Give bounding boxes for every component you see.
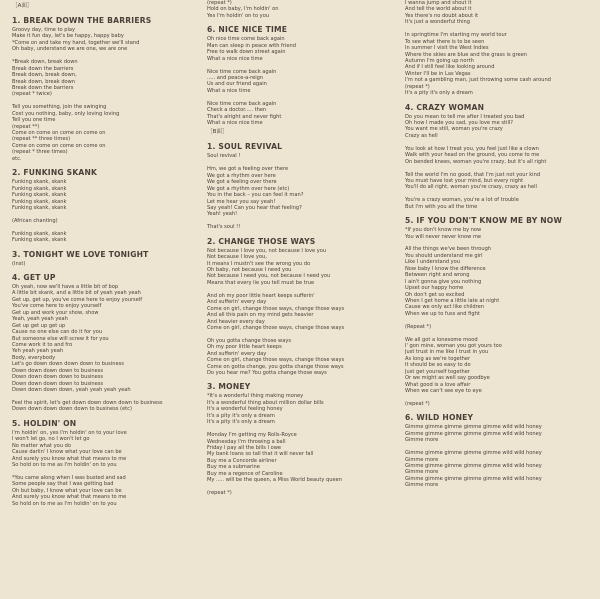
lyric-line: Get up and work your show, show — [12, 309, 99, 316]
lyric-line: Man can sleep in peace with friend — [207, 42, 296, 49]
lyric-line: We got a rhythm over here — [207, 172, 276, 179]
lyric-line: When we can't see eye to eye — [405, 388, 482, 395]
lyric-line: Oh but baby, I know what your love can be — [12, 487, 122, 494]
lyric-line: I wanna jump and shout it — [405, 0, 472, 6]
lyric-line: It's a pity it's only a dream — [207, 412, 275, 419]
lyric-line: Oh baby, not because I need you — [207, 267, 292, 273]
lyric-line: Tell you something, join the swinging — [12, 104, 107, 111]
lyric-line: You in the back – you can feel it man? — [207, 192, 304, 199]
lyric-line: But someone else will screw it for you — [12, 335, 109, 342]
lyric-line: Or we might as well say goodbye — [405, 375, 490, 382]
lyric-line: Oh don't get so excited — [405, 291, 465, 298]
lyric-line: On bended knees, woman you're crazy, but it's all right — [405, 158, 547, 165]
lyric-line: And sufferin' every day — [207, 299, 267, 306]
lyric-line: (repeat ** three times) — [12, 136, 71, 143]
lyric-line: I won't let go, no I won't let go — [12, 436, 90, 443]
lyric-line: *Break down, break down — [12, 59, 78, 66]
lyric-line: Tell you one time — [12, 117, 56, 124]
lyric-line: You will never never know me — [405, 233, 482, 240]
lyric-line: (repeat *) — [207, 490, 232, 496]
lyric-line: Winter I'll be in Las Vegas — [405, 70, 471, 77]
lyric-line: Wednesday I'm throwing a ball — [207, 438, 286, 445]
lyric-line: Nice time come back again — [207, 68, 277, 75]
lyric-line: We got a feeling over there — [207, 179, 277, 186]
lyric-line: (repeat *) — [207, 0, 232, 6]
lyric-line: Let's go down down down down to business — [12, 361, 124, 368]
lyric-line: And oh my poor little heart keeps sufferin' — [207, 292, 315, 299]
lyric-line: Come work it to and fro — [12, 341, 73, 348]
lyric-line: You've come here to enjoy yourself — [12, 303, 102, 310]
lyric-line: Yeah! yeah! — [207, 211, 238, 218]
lyric-line: So hold on to me as I'm holdin' on to you — [12, 500, 117, 507]
lyric-line: *You came along when I was busted and sad — [12, 474, 126, 481]
lyric-line: Yes there's no doubt about it — [405, 12, 479, 19]
lyric-line: When we up to fuss and fight — [405, 310, 480, 317]
lyric-line: Yeah, yeah yeah yeah — [12, 316, 68, 323]
lyric-line: What a nice nice time — [207, 120, 263, 126]
lyric-line: All the things we've been through — [405, 246, 492, 253]
lyric-line: It's a pity it's only a dream — [207, 419, 275, 426]
lyrics-column-1 — [12, 0, 208, 507]
lyric-line: Gimme more — [405, 437, 439, 444]
song-title: 1. BREAK DOWN THE BARRIERS — [12, 16, 152, 25]
lyric-line: Do you hear me? You gotta change those ways — [207, 370, 327, 376]
lyric-line: And surely you know what that means to me — [12, 494, 127, 501]
lyric-line: Tell the world I'm no good, that I'm just not your kind — [405, 171, 541, 178]
lyric-line: And all this pain on my mind gets heavier — [207, 312, 314, 319]
lyric-line: (repeat * three times) — [12, 149, 68, 156]
lyric-line: And if I still feel like looking around — [405, 64, 495, 71]
lyric-line: Gimme gimme gimme gimme gimme wild wild honey — [405, 430, 542, 437]
lyric-line: In springtime I'm starting my world tour — [405, 32, 507, 39]
lyric-line: Funking skank, skank — [12, 237, 67, 244]
lyric-line: I'm holdin' on, yes I'm holdin' on to your love — [12, 429, 127, 436]
lyric-line: And surely you know what that means to me — [12, 455, 127, 462]
lyric-line: Gimme gimme gimme gimme gimme wild wild honey — [405, 424, 542, 431]
lyric-line: Funking skank, skank — [12, 192, 67, 199]
lyric-line: Oh nice time come back again — [207, 36, 285, 43]
lyric-line: Now baby I know the difference — [405, 265, 486, 272]
lyric-line: Free to walk down street again — [207, 49, 286, 56]
lyric-line: My ..... will be the queen, a Miss World beauty queen — [207, 477, 342, 484]
lyric-line: Feel the spirit, let's get down down down down to business — [12, 399, 163, 406]
lyric-line: Cause no one else can do it for you — [12, 329, 103, 336]
lyric-line: Not because I need you, not because I need you — [207, 273, 331, 280]
lyric-line: Get up, get up, you've come here to enjoy yourself — [12, 296, 143, 303]
lyric-line: Cause darlin' I know what your love can be — [12, 449, 122, 456]
lyric-line: Not because I love you, — [207, 254, 267, 261]
lyric-line: Down down down down to business — [12, 374, 104, 381]
lyrics-column-2 — [207, 0, 403, 496]
lyric-line: Where the skies are blue and the grass is green — [405, 51, 527, 58]
lyric-line: Groovy day, time to play — [12, 27, 76, 33]
song-title: 3. TONIGHT WE LOVE TONIGHT — [12, 249, 149, 259]
lyric-line: Come on come on come on come on — [12, 142, 106, 149]
lyric-line: Break down the barriers — [12, 65, 74, 72]
lyric-line: You look at how I treat you, you feel just like a clown — [405, 145, 539, 152]
lyric-line: Hm, we got a feeling over there — [207, 166, 289, 173]
song-title: 6. WILD HONEY — [405, 413, 474, 423]
lyric-line: (Inst) — [12, 260, 26, 267]
lyric-line: Funking skank, skank — [12, 179, 67, 186]
lyric-line: Cost you nothing, baby, only loving loving — [12, 110, 120, 117]
lyric-line: Funking skank, skank — [12, 198, 67, 205]
lyric-line: When I get home a little late at night — [405, 297, 500, 304]
lyric-line: *It's a wonderful thing making money — [207, 393, 304, 400]
song-title: 4. GET UP — [12, 273, 56, 282]
lyric-line: *If you don't know me by now — [405, 227, 482, 234]
lyric-line: Come on girl, change those ways, change those ways — [207, 324, 345, 331]
lyric-line: You're a crazy woman, you're a lot of trouble — [405, 197, 519, 204]
lyric-line: It should be so easy to do — [405, 362, 471, 369]
lyric-line: I'm not a gambling man, just throwing some cash around — [405, 77, 551, 84]
lyric-line: (repeat **) — [12, 123, 40, 130]
lyric-line: Break down, break down, — [12, 72, 77, 79]
song-title: 2. CHANGE THOSE WAYS — [207, 236, 316, 246]
lyric-line: Just get yourself together — [405, 368, 470, 375]
lyric-line: Funking skank, skank — [12, 204, 67, 211]
lyric-line: Gimme more — [405, 456, 439, 463]
lyric-line: Walk with your head on the ground, you come to me — [405, 152, 540, 159]
lyric-line: As long as we're together — [405, 355, 471, 362]
lyric-line: Gimme gimme gimme gimme gimme wild wild honey — [405, 475, 542, 482]
lyric-line: Autumn I'm going up north — [405, 57, 474, 64]
lyrics-column-3 — [405, 0, 600, 489]
lyric-line: Funking skank, skank — [12, 185, 67, 192]
lyric-line: Nice time come back again — [207, 100, 277, 107]
lyric-line: ..... and peace-a-reign — [207, 74, 264, 81]
lyric-line: Buy me a regence of Caroline — [207, 470, 283, 477]
lyric-line: Break down the barriers — [12, 84, 74, 91]
lyric-line: Yeh yeah yeah yeah — [12, 348, 64, 355]
song-title: 3. MONEY — [207, 382, 251, 392]
lyric-line: Not because I love you, not because I love you — [207, 247, 327, 254]
lyric-line: You should understand me girl — [405, 252, 483, 259]
lyric-line: Say yeah! Can you hear that feeling? — [207, 204, 302, 211]
lyric-line: (repeat * twice) — [12, 91, 52, 98]
song-title: 1. SOUL REVIVAL — [207, 142, 283, 152]
lyric-line: Oh my poor little heart keeps — [207, 344, 282, 351]
side-label: ［B面］ — [207, 129, 228, 136]
lyric-line: Come on girl, change those ways, change those ways — [207, 357, 345, 364]
lyric-line: Us and our friend again — [207, 81, 267, 88]
lyric-line: What good is a love affair — [405, 381, 471, 388]
lyric-line: Oh you gotta change those ways — [207, 337, 291, 344]
lyric-line: Do you mean to tell me after I treated you bad — [405, 113, 525, 120]
lyric-line: That's alright and never fight — [207, 113, 282, 120]
lyric-line: In summer I visit the West Indies — [405, 45, 489, 52]
song-title: 4. CRAZY WOMAN — [405, 102, 485, 112]
lyric-line: Funking skank, skank — [12, 230, 67, 237]
lyric-line: Gimme more — [405, 482, 439, 489]
lyric-line: Buy me a submarine — [207, 464, 260, 471]
lyric-line: Soul revival ! — [207, 153, 241, 160]
lyric-line: Just trust in me like I trust in you — [405, 349, 489, 356]
lyric-line: But I'm with you all the time — [405, 203, 478, 210]
song-title: 5. IF YOU DON'T KNOW ME BY NOW — [405, 216, 563, 226]
lyric-line: You want me still, woman you're crazy — [405, 126, 503, 133]
lyric-line: We all got a lonesome mood — [405, 336, 478, 343]
lyric-line: Come on gotta change, you gotta change those ways — [207, 363, 344, 370]
lyric-line: It means I mustn't see the wrong you do — [207, 260, 311, 267]
lyric-line: Let me hear you say yeah! — [207, 198, 276, 205]
lyric-line: To see what there is to be seen — [405, 38, 485, 45]
lyric-line: Between right and wrong — [405, 272, 470, 279]
lyric-line: So hold on to me as I'm holdin' on to you — [12, 461, 117, 468]
lyric-line: Cause we only act like children — [405, 304, 484, 311]
lyric-line: Oh how I made you sad, you love me still? — [405, 120, 513, 126]
lyric-line: I' gon mine, woman you got yours too — [405, 343, 502, 349]
lyric-line: (Repeat *) — [405, 323, 432, 330]
lyric-line: We got a rhythm over here (etc) — [207, 185, 290, 192]
song-title: 2. FUNKING SKANK — [12, 168, 98, 178]
lyric-line: *Come on and take my hand, together we'll stand — [12, 39, 140, 46]
lyric-line: You must have lost your mind, but every night — [405, 177, 524, 184]
lyric-line: My bank loans so tall that it will never fall — [207, 451, 314, 458]
lyric-line: That's soul !! — [207, 224, 241, 231]
lyric-line: Monday I'm getting my Rolls-Royce — [207, 432, 297, 439]
lyric-line: Like I understand you — [405, 259, 461, 266]
lyric-line: (repeat *) — [405, 83, 430, 90]
lyric-line: Oh yeah, now we'll have a little bit of bop — [12, 284, 119, 290]
lyric-line: Oh baby, understand we are one, we are one — [12, 46, 128, 53]
lyric-line: Upset our happy home — [405, 285, 464, 292]
lyric-line: Down down down down, yeah yeah yeah yeah — [12, 387, 131, 393]
lyric-line: (African chanting) — [12, 217, 58, 224]
lyric-line: What a nice time — [207, 87, 251, 94]
lyric-line: Get up get up get up — [12, 322, 66, 329]
lyric-line: And tell the world about it — [405, 6, 472, 13]
lyric-line: Some people say that I was getting bad — [12, 481, 114, 488]
song-title: 6. NICE NICE TIME — [207, 25, 288, 35]
lyric-line: (repeat *) — [405, 400, 430, 407]
lyric-line: Down down down down to business — [12, 367, 104, 374]
lyric-line: Buy me a Concorde airliner — [207, 457, 277, 464]
lyric-line: etc. — [12, 155, 22, 162]
lyric-line: Friday I pay all the bills I owe — [207, 444, 282, 451]
lyric-line: Crazy as hell — [405, 132, 438, 139]
lyric-line: Make it fun day, let's be happy, happy baby — [12, 33, 124, 40]
lyric-line: Yes I'm holdin' on to you — [207, 12, 270, 19]
lyric-line: Hold on baby, I'm holdin' on — [207, 6, 279, 13]
lyric-line: It's a wonderful thing about million dollar bills — [207, 399, 324, 406]
lyric-line: Down down down down down to business (etc) — [12, 406, 132, 413]
lyric-line: Gimme gimme gimme gimme gimme wild wild honey — [405, 450, 542, 457]
lyric-line: Means that every lie you tell must be true — [207, 279, 315, 286]
side-label: ［A面］ — [12, 3, 33, 9]
lyric-line: And heavier every day — [207, 318, 265, 325]
lyric-line: It's a wonderful feeling honey — [207, 406, 283, 413]
lyric-line: A little bit skank, and a little bit of yeah yeah yeah — [12, 290, 141, 297]
lyric-line: What a nice nice time — [207, 55, 263, 62]
lyric-line: Down down down down to business — [12, 380, 104, 387]
lyric-line: Check a doctor..... then — [207, 107, 267, 114]
lyric-line: Come on come on come on come on — [12, 130, 106, 136]
lyric-line: Gimme more — [405, 469, 439, 476]
lyric-line: It's a pity it's only a dream — [405, 90, 473, 97]
song-title: 5. HOLDIN' ON — [12, 418, 77, 428]
lyric-line: Body, everybody — [12, 354, 56, 361]
lyric-line: Come on girl, change those ways, change those ways — [207, 305, 345, 312]
lyric-line: And sufferin' every day — [207, 350, 267, 357]
lyric-line: Gimme gimme gimme gimme gimme wild wild honey — [405, 463, 542, 469]
lyric-line: You'll do all right, woman you're crazy, crazy as hell — [405, 184, 537, 191]
lyric-line: Break down, break down — [12, 78, 76, 85]
lyric-line: No matter what you do — [12, 442, 71, 449]
lyric-line: I ain't gonna give you nothing — [405, 278, 482, 285]
lyric-line: It's just a wonderful thing — [405, 19, 470, 26]
